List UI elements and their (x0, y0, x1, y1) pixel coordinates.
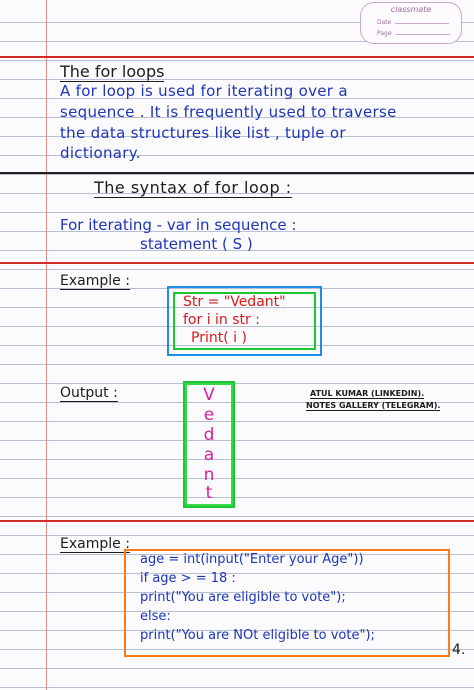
intro-line-4: dictionary. (60, 144, 141, 162)
intro-line-3: the data structures like list , tuple or (60, 124, 346, 142)
example2-label: Example : (60, 536, 130, 552)
example1-label: Example : (60, 273, 130, 289)
intro-line-2: sequence . It is frequently used to traverse (60, 103, 397, 121)
page-title: The for loops (60, 62, 165, 81)
brand-date-label: Date (377, 19, 392, 26)
syntax-line-2: statement ( S ) (140, 235, 253, 253)
example2-code-line-2: if age > = 18 : (140, 571, 236, 586)
syntax-heading: The syntax of for loop : (94, 178, 292, 197)
output-char-4: a (203, 445, 215, 465)
example2-code-line-1: age = int(input("Enter your Age")) (140, 552, 364, 567)
example2-code-line-5: print("You are NOt eligible to vote"); (140, 628, 375, 643)
top-rule (0, 56, 474, 58)
section-divider-3 (0, 520, 474, 522)
output-box (183, 381, 235, 508)
margin-line (46, 0, 47, 690)
syntax-line-1: For iterating - var in sequence : (60, 216, 297, 234)
output-char-1: V (203, 385, 215, 405)
credit-line-1: ATUL KUMAR (LINKEDIN). (310, 389, 425, 398)
example1-code-line-1: Str = "Vedant" (183, 294, 286, 310)
section-divider-2 (0, 262, 474, 264)
example1-code-box (167, 286, 322, 356)
section-divider-1 (0, 172, 474, 174)
brand-page-line (377, 30, 450, 37)
example2-code-line-4: else: (140, 609, 171, 624)
example1-code-line-2: for i in str : (183, 312, 260, 328)
page-number: 4. (452, 642, 466, 658)
output-char-6: t (205, 483, 213, 503)
example2-code-box (124, 549, 450, 657)
example2-code-line-3: print("You are eligible to vote"); (140, 590, 346, 605)
brand-date-line (377, 19, 449, 26)
brand-stamp (360, 2, 462, 44)
intro-line-1: A for loop is used for iterating over a (60, 82, 348, 100)
output-char-3: d (203, 425, 215, 445)
brand-name: classmate (390, 5, 432, 14)
example1-code-line-3: Print( i ) (191, 330, 247, 346)
output-char-5: n (203, 465, 215, 485)
credit-line-2: NOTES GALLERY (TELEGRAM). (306, 401, 441, 410)
output-label: Output : (60, 385, 118, 401)
output-char-2: e (203, 405, 215, 425)
brand-page-label: Page (377, 30, 392, 37)
